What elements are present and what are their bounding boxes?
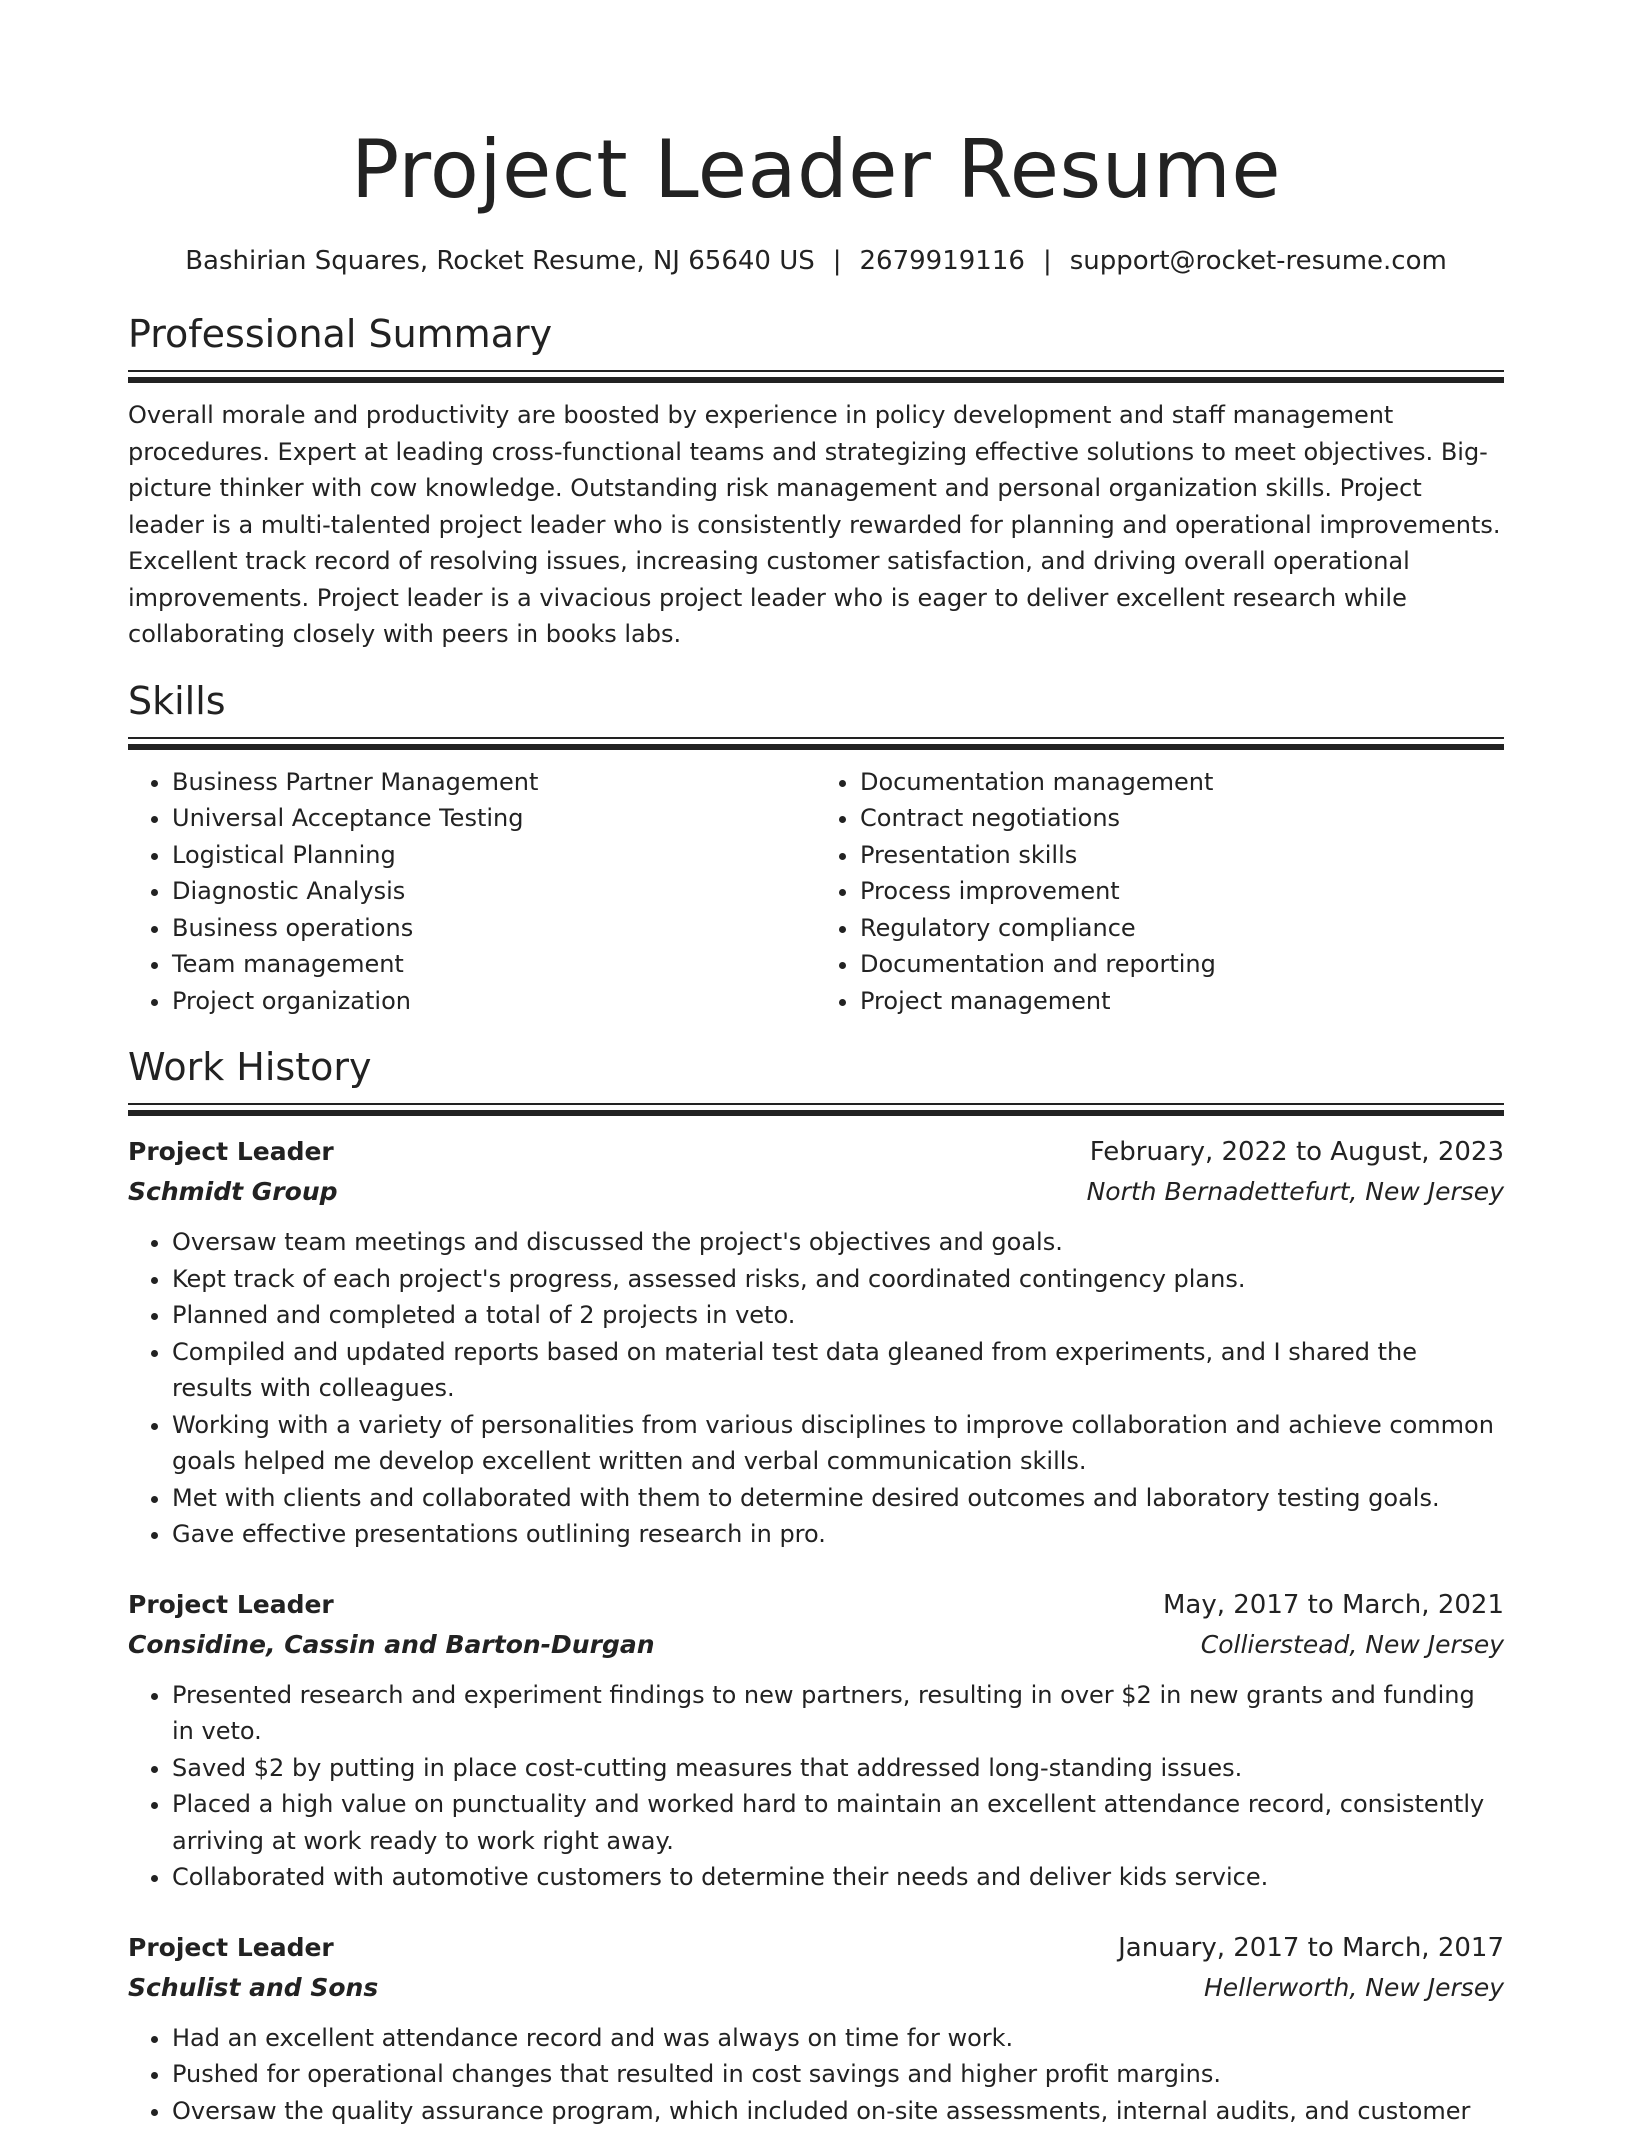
skill-item: • Presentation skills (860, 837, 1504, 874)
job-dates: February, 2022 to August, 2023 (1090, 1132, 1504, 1172)
job-bullet: • Placed a high value on punctuality and worked hard to maintain an excellent attendance record, consistently arriving at work ready to work right away. (172, 1786, 1504, 1859)
job-dates: May, 2017 to March, 2021 (1163, 1585, 1504, 1625)
contact-separator: | (833, 244, 842, 278)
skill-item: • Logistical Planning (172, 837, 816, 874)
summary-text: Overall morale and productivity are boosted by experience in policy development and staff management procedures. Expert at leading cross-functional teams and strategizing effective solutions to meet objectives. Big-picture thinker with cow knowledge. Outstanding risk management and personal organization skills. Project leader is a multi-talented project leader who is consistently rewarded for planning and operational improvements. Excellent track record of resolving issues, increasing customer satisfaction, and driving overall operational improvements. Project leader is a vivacious project leader who is eager to deliver excellent research while collaborating closely with peers in books labs. (128, 397, 1504, 653)
job-title: Project Leader (128, 1928, 334, 1968)
skill-item: • Process improvement (860, 873, 1504, 910)
skill-item: • Contract negotiations (860, 800, 1504, 837)
section-divider (128, 1103, 1504, 1116)
job-location: Hellerworth, New Jersey (1204, 1968, 1504, 2008)
job-entry (128, 1585, 1504, 1896)
skill-item: • Team management (172, 946, 816, 983)
contact-address: Bashirian Squares, Rocket Resume, NJ 65640 US (185, 246, 815, 276)
skills-list-right (816, 764, 1504, 1020)
job-bullet: • Oversaw the quality assurance program, which included on-site assessments, internal audits, and customer (172, 2093, 1504, 2129)
job-company: Schulist and Sons (128, 1968, 378, 2008)
contact-email: support@rocket-resume.com (1070, 246, 1447, 276)
job-bullet: • Met with clients and collaborated with them to determine desired outcomes and laboratory testing goals. (172, 1480, 1504, 1517)
skills-section (128, 675, 1504, 1020)
job-entry (128, 1132, 1504, 1553)
job-company: Considine, Cassin and Barton-Durgan (128, 1625, 655, 1665)
job-bullet: • Presented research and experiment findings to new partners, resulting in over $2 in new grants and funding in veto. (172, 1677, 1504, 1750)
job-bullet: • Saved $2 by putting in place cost-cutting measures that addressed long-standing issues. (172, 1750, 1504, 1787)
section-divider (128, 737, 1504, 750)
job-bullet: • Working with a variety of personalities from various disciplines to improve collaboration and achieve common goals helped me develop excellent written and verbal communication skills. (172, 1407, 1504, 1480)
job-location: Collierstead, New Jersey (1201, 1625, 1504, 1665)
skill-item: • Project organization (172, 983, 816, 1020)
contact-separator: | (1043, 244, 1052, 278)
job-company: Schmidt Group (128, 1172, 338, 1212)
skill-item: • Universal Acceptance Testing (172, 800, 816, 837)
job-bullet: • Collaborated with automotive customers to determine their needs and deliver kids service. (172, 1859, 1504, 1896)
skills-heading: Skills (128, 675, 1504, 727)
job-title: Project Leader (128, 1585, 334, 1625)
skill-item: • Project management (860, 983, 1504, 1020)
job-bullets (128, 1224, 1504, 1553)
skill-item: • Business Partner Management (172, 764, 816, 801)
job-bullet: • Planned and completed a total of 2 projects in veto. (172, 1297, 1504, 1334)
skill-item: • Business operations (172, 910, 816, 947)
job-bullet: • Compiled and updated reports based on material test data gleaned from experiments, and I shared the results with colleagues. (172, 1334, 1504, 1407)
job-bullet: • Oversaw team meetings and discussed the project's objectives and goals. (172, 1224, 1504, 1261)
section-divider (128, 370, 1504, 383)
summary-heading: Professional Summary (128, 308, 1504, 360)
skill-item: • Documentation management (860, 764, 1504, 801)
job-bullet: • Had an excellent attendance record and was always on time for work. (172, 2020, 1504, 2057)
job-bullet: • Gave effective presentations outlining research in pro. (172, 1516, 1504, 1553)
job-bullet: • Pushed for operational changes that resulted in cost savings and higher profit margins. (172, 2056, 1504, 2093)
contact-line (128, 244, 1504, 278)
skills-list-left (128, 764, 816, 1020)
job-title: Project Leader (128, 1132, 334, 1172)
job-location: North Bernadettefurt, New Jersey (1087, 1172, 1504, 1212)
work-history-section (128, 1041, 1504, 2129)
work-history-heading: Work History (128, 1041, 1504, 1093)
job-bullet: • Kept track of each project's progress, assessed risks, and coordinated contingency plans. (172, 1261, 1504, 1298)
job-bullets (128, 2020, 1504, 2129)
contact-phone: 2679919116 (860, 246, 1025, 276)
job-bullets (128, 1677, 1504, 1896)
skill-item: • Regulatory compliance (860, 910, 1504, 947)
skill-item: • Documentation and reporting (860, 946, 1504, 983)
job-dates: January, 2017 to March, 2017 (1118, 1928, 1504, 1968)
summary-section (128, 308, 1504, 653)
job-entry (128, 1928, 1504, 2129)
page-title: Project Leader Resume (128, 0, 1504, 222)
skills-columns (128, 764, 1504, 1020)
skill-item: • Diagnostic Analysis (172, 873, 816, 910)
